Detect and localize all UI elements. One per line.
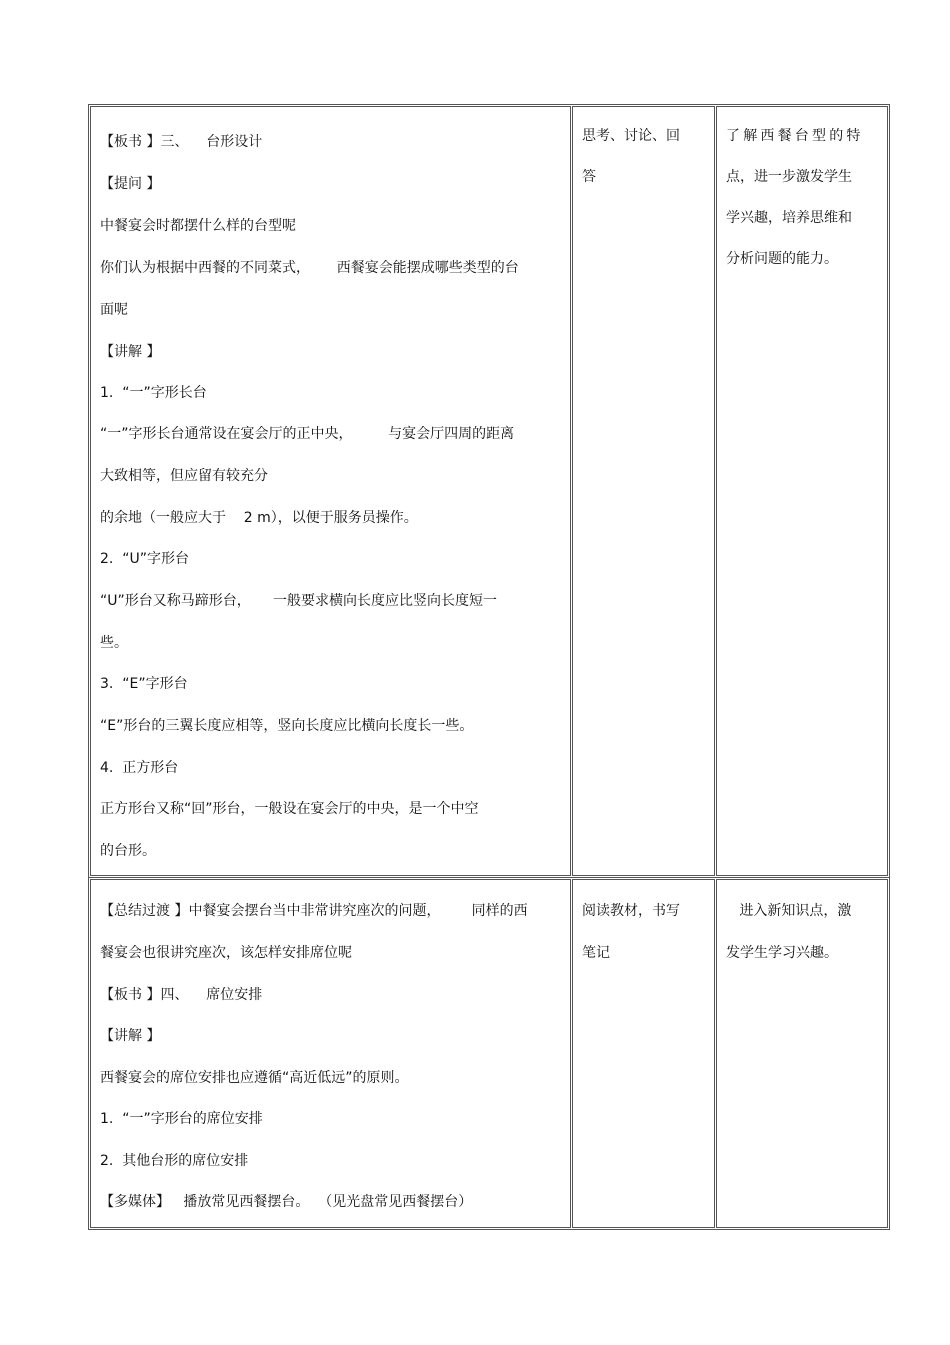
content-line: 些。 <box>100 635 128 651</box>
content-line: 餐宴会也很讲究座次，该怎样安排席位呢 <box>100 945 352 961</box>
content-line: 3. “E”字形台 <box>100 676 188 692</box>
content-line: 【板书 】四、 席位安排 <box>100 987 263 1003</box>
purpose-line: 点，进一步激发学生 <box>726 169 852 185</box>
purpose-line: 进入新知识点，激 <box>726 903 852 919</box>
content-line: “U”形台又称马蹄形台， 一般要求横向长度应比竖向长度短一 <box>100 593 498 609</box>
content-line: 正方形台又称“回”形台，一般设在宴会厅的中央，是一个中空 <box>100 801 479 817</box>
content-line: 【提问 】 <box>100 176 161 192</box>
lesson-plan-table <box>88 104 890 1230</box>
purpose-line: 分析问题的能力。 <box>726 251 838 267</box>
content-line: “E”形台的三翼长度应相等，竖向长度应比横向长度长一些。 <box>100 718 474 734</box>
purpose-line: 了解西餐台型的特 <box>726 128 864 144</box>
content-line: 的台形。 <box>100 843 156 859</box>
content-line: 1. “一”字形长台 <box>100 385 207 401</box>
teaching-content-cell <box>90 106 571 876</box>
content-line: 大致相等，但应留有较充分 <box>100 468 268 484</box>
design-purpose-cell <box>716 879 888 1228</box>
student-line: 答 <box>582 169 596 185</box>
purpose-line: 发学生学习兴趣。 <box>726 945 838 961</box>
content-line: 面呢 <box>100 302 128 318</box>
content-line: 1. “一”字形台的席位安排 <box>100 1111 263 1127</box>
content-line: 4. 正方形台 <box>100 760 179 776</box>
content-line: 2. 其他台形的席位安排 <box>100 1153 249 1169</box>
content-line: 【讲解 】 <box>100 1028 161 1044</box>
content-line: 【讲解 】 <box>100 344 161 360</box>
content-line: 你们认为根据中西餐的不同菜式， 西餐宴会能摆成哪些类型的台 <box>100 260 519 276</box>
design-purpose-cell <box>716 106 888 876</box>
content-line: 【多媒体】 播放常见西餐摆台。 （见光盘常见西餐摆台） <box>100 1194 473 1210</box>
content-line: 中餐宴会时都摆什么样的台型呢 <box>100 218 296 234</box>
content-line: 【板书 】三、 台形设计 <box>100 134 263 150</box>
student-activity-cell <box>572 879 715 1228</box>
table-row <box>88 877 890 1230</box>
student-line: 阅读教材，书写 <box>582 903 680 919</box>
student-line: 思考、讨论、回 <box>582 128 680 144</box>
content-line: “一”字形长台通常设在宴会厅的正中央， 与宴会厅四周的距离 <box>100 426 515 442</box>
content-line: 西餐宴会的席位安排也应遵循“高近低远”的原则。 <box>100 1070 409 1086</box>
student-activity-cell <box>572 106 715 876</box>
content-line: 2. “U”字形台 <box>100 551 190 567</box>
table-row <box>88 104 890 878</box>
purpose-line: 学兴趣，培养思维和 <box>726 210 852 226</box>
content-line: 的余地（一般应大于 2 m），以便于服务员操作。 <box>100 510 418 526</box>
student-line: 笔记 <box>582 945 610 961</box>
teaching-content-cell <box>90 879 571 1228</box>
content-line: 【总结过渡 】中餐宴会摆台当中非常讲究座次的问题， 同样的西 <box>100 903 528 919</box>
